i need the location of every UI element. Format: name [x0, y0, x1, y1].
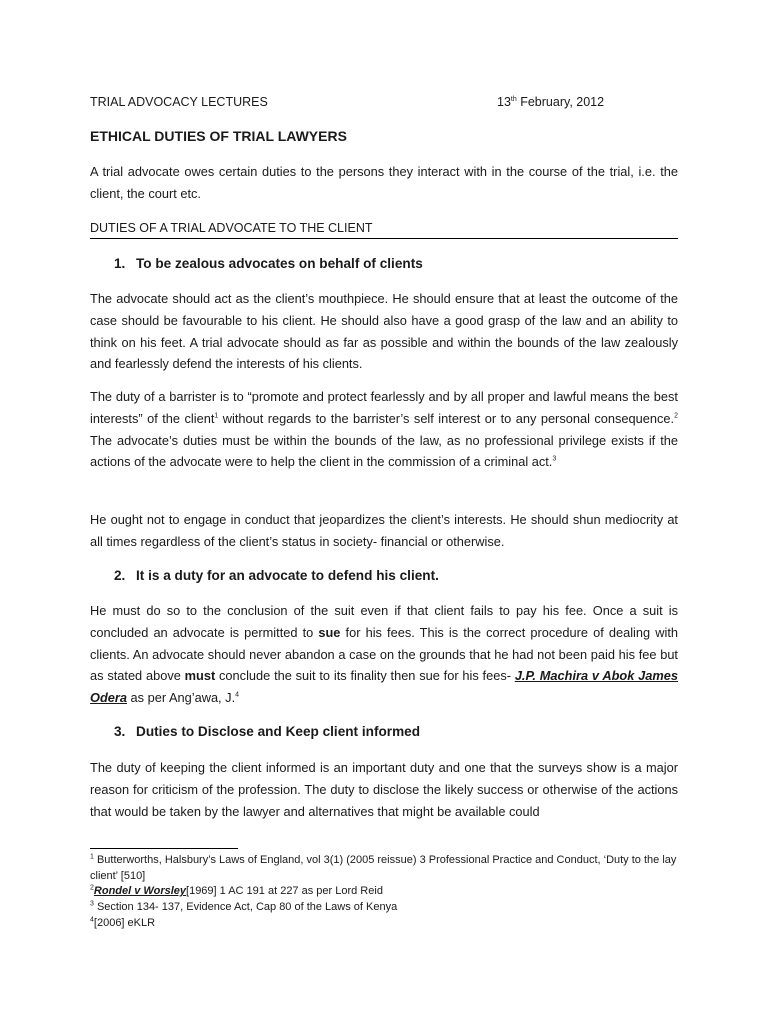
paragraph-conduct: He ought not to engage in conduct that jeopardizes the client’s interests. He should shun mediocrity at all times regardless of the client’s status in society- financial or otherwise.	[90, 512, 678, 549]
paragraph-barrister-duty: The duty of a barrister is to “promote and protect fearlessly and by all proper and lawful means the best interests” of the client$^1$ without regards to the barrister’s self interest or to any personal consequence.$^2$ The advocate’s duties must be within the bounds of the law, as no professional privilege exists if the actions of the advocate were to help the client in the commission of a criminal act.$^3$	[90, 389, 678, 470]
footnote-1: $^1$ Butterworths, Halsbury’s Laws of England, vol 3(1) (2005 reissue) 3 Professional Practice and Conduct, ‘Duty to the lay client’ [510]	[90, 853, 677, 882]
footnote-2: $^2$Rondel v Worsley[1969] 1 AC 191 at 227 as per Lord Reid	[90, 884, 383, 897]
duty-heading-2: 2. It is a duty for an advocate to defend his client.	[114, 568, 439, 583]
paragraph-keep-informed: The duty of keeping the client informed is an important duty and one that the surveys show is a major reason for criticism of the profession. The duty to disclose the likely success or otherwise of the actions that would be taken by the lawyer and alternatives that might be available could	[90, 760, 678, 819]
duty-heading-3: 3. Duties to Disclose and Keep client informed	[114, 724, 421, 739]
lecture-date: 13th February, 2012	[497, 95, 605, 109]
section-heading: DUTIES OF A TRIAL ADVOCATE TO THE CLIENT	[90, 221, 678, 239]
intro-paragraph: A trial advocate owes certain duties to the persons they interact with in the course of the trial, i.e. the client, the court etc.	[90, 164, 678, 201]
document-title: ETHICAL DUTIES OF TRIAL LAWYERS	[90, 128, 347, 144]
footnote-3: $^3$ Section 134- 137, Evidence Act, Cap 80 of the Laws of Kenya	[90, 900, 398, 913]
footnote-separator	[90, 848, 238, 849]
case-citation-machira: J.P. Machira v Abok James Odera	[90, 668, 678, 706]
course-title: TRIAL ADVOCACY LECTURES	[90, 95, 268, 109]
duty-heading-1: 1. To be zealous advocates on behalf of clients	[114, 256, 423, 271]
footnote-4: $^4$[2006] eKLR	[90, 916, 156, 929]
paragraph-mouthpiece: The advocate should act as the client’s mouthpiece. He should ensure that at least the outcome of the case should be favourable to his client. He should also have a good grasp of the law and an ability to think on his feet. A trial advocate should as far as possible and within the bounds of the law zealously and fearlessly defend the interests of his clients.	[90, 291, 678, 372]
paragraph-defend-client: He must do so to the conclusion of the suit even if that client fails to pay his fee. Once a suit is concluded an advocate is permitted to sue for his fees. This is the correct procedure of dealing with clients. An advocate should never abandon a case on the grounds that he had not been paid his fee but as stated above must conclude the suit to its finality then sue for his fees- J.P. Machira v Abok James Odera as per Ang’awa, J.$^4$	[90, 603, 678, 706]
